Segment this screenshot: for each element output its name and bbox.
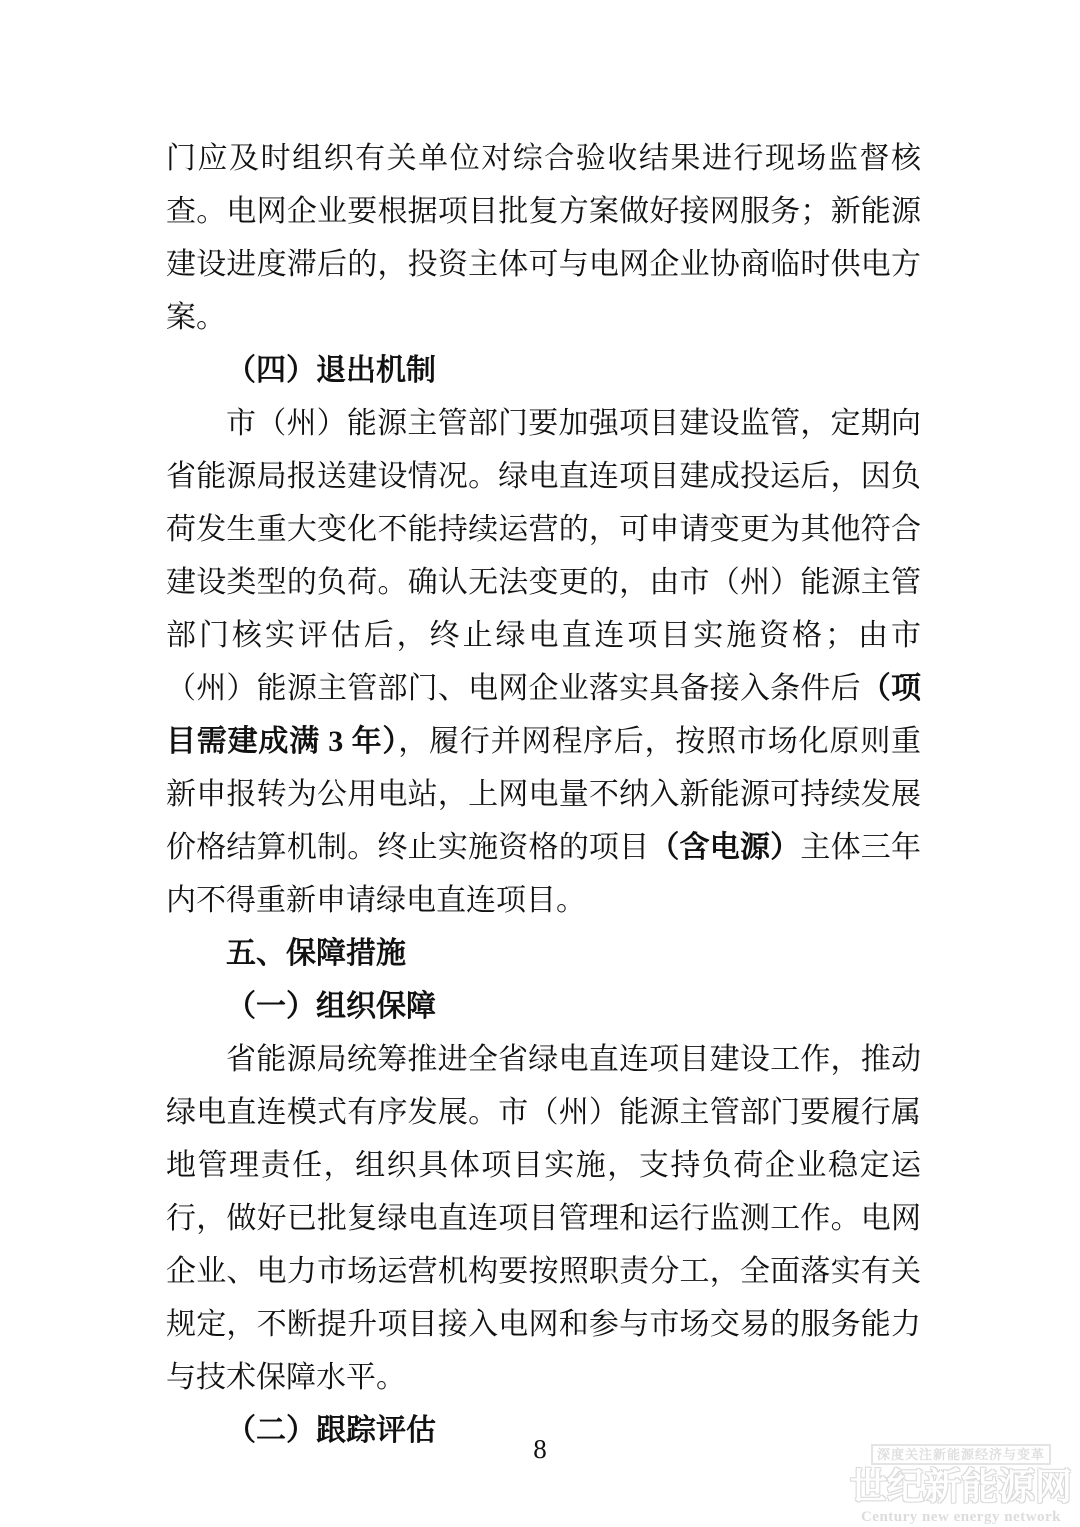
- paragraph: [166, 397, 921, 927]
- text-run: 省能源局统筹推进全省绿电直连项目建设工作，推动绿电直连模式有序发展。市（州）能源主管部门要履行属地管理责任，组织具体项目实施，支持负荷企业稳定运行，做好已批复绿电直连项目管理和运行监测工作。电网企业、电力市场运营机构要按照职责分工，全面落实有关规定，不断提升项目接入电网和参与市场交易的服务能力与技术保障水平。: [166, 1043, 921, 1394]
- watermark-slogan: 深度关注新能源经济与变革: [871, 1444, 1051, 1465]
- paragraph: [166, 1033, 921, 1404]
- text-run: （含电源）: [649, 831, 801, 864]
- section-heading: [166, 980, 921, 1033]
- watermark-brand: 世纪新能源网: [850, 1467, 1072, 1508]
- text-run: 五、保障措施: [226, 937, 406, 970]
- paragraph: [166, 132, 921, 344]
- page-number: 8: [533, 1434, 547, 1464]
- text-run: 主体三年内不得重新申请绿电直连项目。: [166, 831, 922, 917]
- watermark: [845, 1444, 1077, 1525]
- watermark-subtitle: Century new energy network: [860, 1509, 1062, 1525]
- text-run: （项目需建成满 3 年）: [166, 672, 922, 758]
- section-heading: [166, 927, 921, 980]
- document-body: [166, 132, 921, 1457]
- text-run: 门应及时组织有关单位对综合验收结果进行现场监督核查。电网企业要根据项目批复方案做好接网服务；新能源建设进度滞后的，投资主体可与电网企业协商临时供电方案。: [166, 142, 921, 334]
- text-run: （四）退出机制: [226, 354, 436, 387]
- text-run: （一）组织保障: [226, 990, 436, 1023]
- section-heading: [166, 344, 921, 397]
- text-run: （二）跟踪评估: [226, 1414, 436, 1447]
- text-run: 市（州）能源主管部门要加强项目建设监管，定期向省能源局报送建设情况。绿电直连项目建成投运后，因负荷发生重大变化不能持续运营的，可申请变更为其他符合建设类型的负荷。确认无法变更的，由市（州）能源主管部门核实评估后，终止绿电直连项目实施资格；由市（州）能源主管部门、电网企业落实具备接入条件后: [166, 407, 921, 705]
- text-run: ，履行并网程序后，按照市场化原则重新申报转为公用电站，上网电量不纳入新能源可持续发展价格结算机制。终止实施资格的项目: [166, 725, 922, 864]
